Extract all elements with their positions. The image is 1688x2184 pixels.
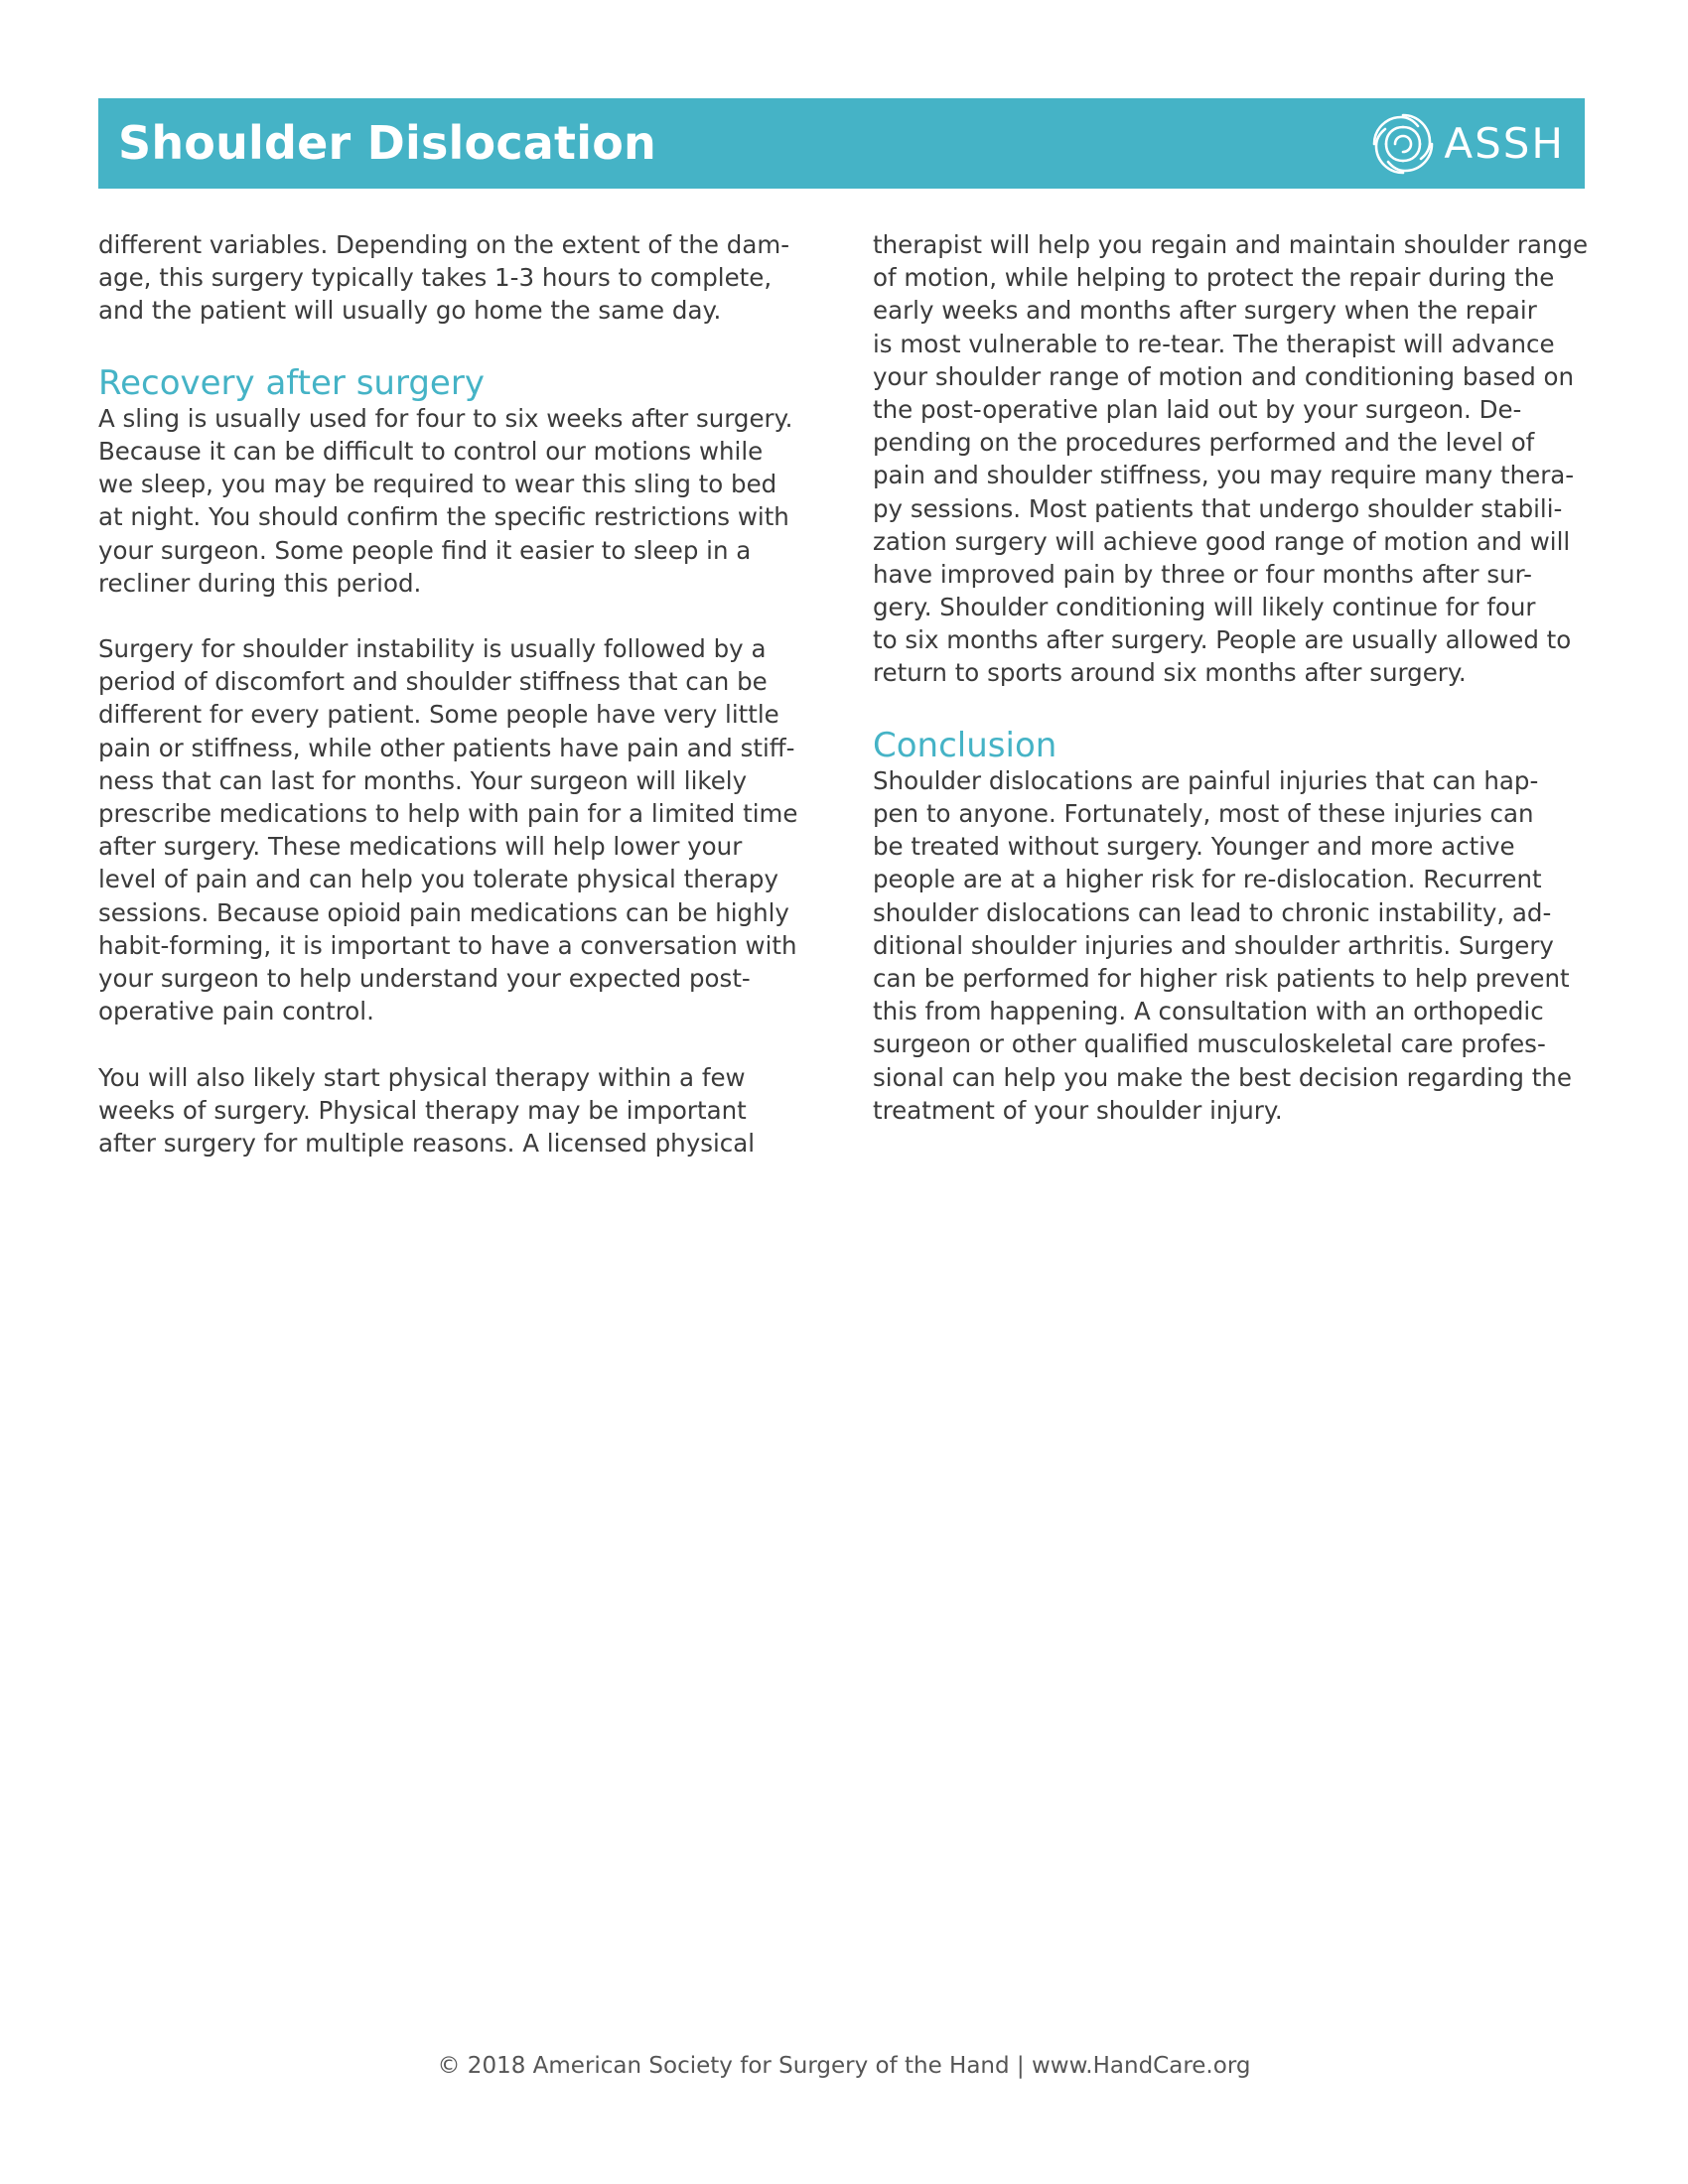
text-line: and the patient will usually go home the same day. [98,296,722,326]
text-line: different variables. Depending on the extent of the dam- [98,230,790,259]
text-line: pain or stiffness, while other patients have pain and stiff- [98,733,795,762]
text-line: have improved pain by three or four months after sur- [873,559,1533,589]
text-line: shoulder dislocations can lead to chronic instability, ad- [873,897,1552,927]
text-line: sional can help you make the best decision regarding the [873,1062,1572,1092]
text-line: weeks of surgery. Physical therapy may be important [98,1095,747,1125]
text-line: gery. Shoulder conditioning will likely continue for four [873,593,1536,622]
text-line: at night. You should confirm the specific restrictions with [98,502,789,532]
text-line: ditional shoulder injuries and shoulder arthritis. Surgery [873,930,1554,960]
text-line: your shoulder range of motion and conditioning based on [873,361,1575,391]
text-line: return to sports around six months after surgery. [873,658,1467,688]
page-title: Shoulder Dislocation [118,116,656,170]
text-line: ness that can last for months. Your surgeon will likely [98,765,748,795]
text-line: the post-operative plan laid out by your surgeon. De- [873,394,1522,424]
text-line: operative pain control. [98,997,374,1026]
text-line: habit-forming, it is important to have a conversation with [98,930,797,960]
text-line: different for every patient. Some people have very little [98,700,779,730]
text-line: Shoulder dislocations are painful injuries that can hap- [873,765,1539,795]
text-line: sessions. Because opioid pain medications can be highly [98,897,789,927]
text-line: early weeks and months after surgery when the repair [873,296,1537,326]
section-heading-conclusion: Conclusion [873,725,1057,765]
left-column [98,228,813,1160]
right-column [873,228,1588,1127]
text-line: people are at a higher risk for re-dislocation. Recurrent [873,865,1542,894]
text-line: age, this surgery typically takes 1-3 hours to complete, [98,263,773,293]
text-line: Because it can be difficult to control our motions while [98,436,764,466]
text-line: after surgery for multiple reasons. A licensed physical [98,1128,756,1158]
assh-swirl-logo-icon [1368,109,1438,179]
text-line: zation surgery will achieve good range of motion and will [873,526,1571,556]
footer-copyright: © 2018 American Society for Surgery of the Hand | www.HandCare.org [437,2053,1251,2079]
text-line: is most vulnerable to re-tear. The therapist will advance [873,329,1555,358]
text-line: this from happening. A consultation with an orthopedic [873,997,1544,1026]
assh-logo [1368,106,1565,181]
text-line: of motion, while helping to protect the repair during the [873,263,1555,293]
section-heading-recovery: Recovery after surgery [98,362,485,403]
text-line: therapist will help you regain and maintain shoulder range [873,230,1589,259]
text-line: we sleep, you may be required to wear this sling to bed [98,470,777,499]
text-line: surgeon or other qualified musculoskeletal care profes- [873,1029,1546,1059]
text-line: your surgeon. Some people find it easier to sleep in a [98,535,752,565]
text-line: pen to anyone. Fortunately, most of these injuries can [873,799,1534,828]
text-line: can be performed for higher risk patients to help prevent [873,963,1570,993]
text-line: prescribe medications to help with pain for a limited time [98,799,798,828]
text-line: level of pain and can help you tolerate physical therapy [98,865,778,894]
header-bar [98,98,1585,189]
text-line: be treated without surgery. Younger and more active [873,832,1515,862]
text-line: to six months after surgery. People are usually allowed to [873,625,1572,655]
text-line: period of discomfort and shoulder stiffness that can be [98,667,768,697]
text-line: treatment of your shoulder injury. [873,1095,1283,1125]
text-line: A sling is usually used for four to six weeks after surgery. [98,403,793,433]
text-line: after surgery. These medications will help lower your [98,832,743,862]
text-line: You will also likely start physical therapy within a few [98,1062,746,1092]
logo-text: ASSH [1444,119,1565,168]
text-line: recliner during this period. [98,568,422,598]
text-line: py sessions. Most patients that undergo shoulder stabili- [873,493,1563,523]
text-line: your surgeon to help understand your expected post- [98,963,751,993]
text-line: Surgery for shoulder instability is usually followed by a [98,634,767,664]
text-line: pain and shoulder stiffness, you may require many thera- [873,461,1575,490]
text-line: pending on the procedures performed and the level of [873,428,1535,458]
